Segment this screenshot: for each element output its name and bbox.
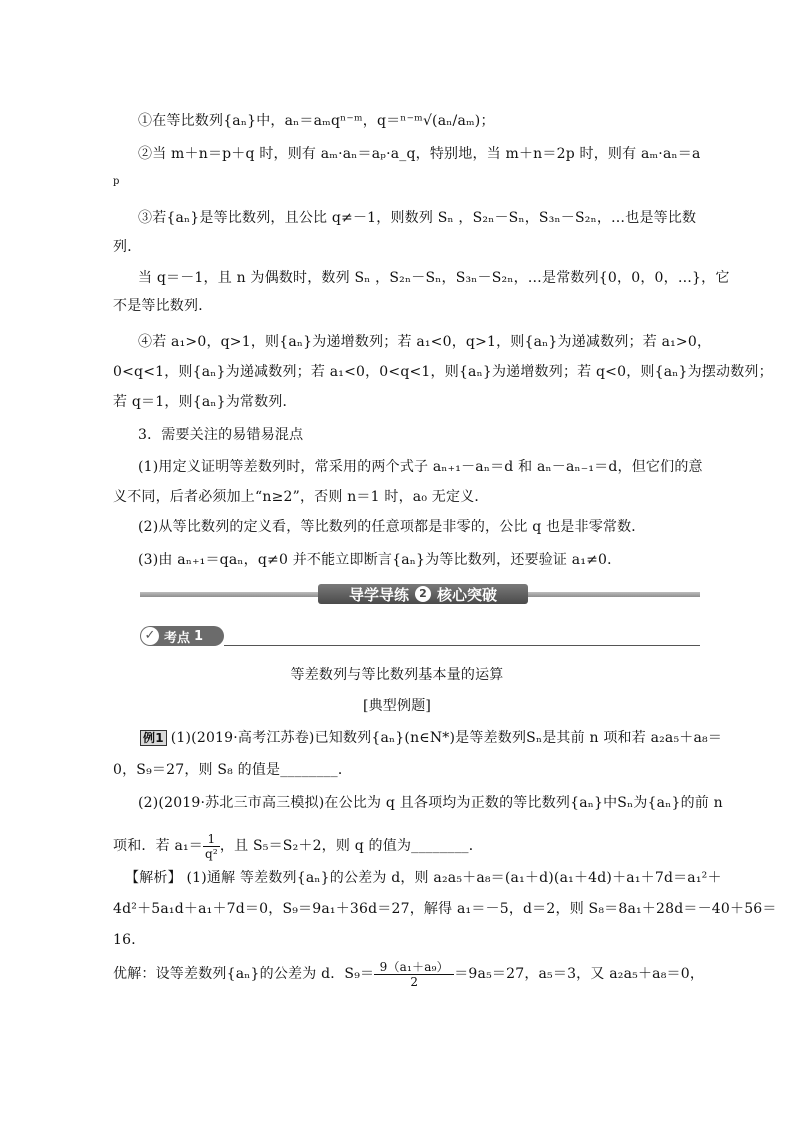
banner-right-text: 核心突破	[437, 585, 498, 604]
text-segment: 优解：设等差数列{aₙ}的公差为 d．S₉＝	[113, 966, 375, 982]
fraction-denominator: q²	[205, 846, 218, 861]
text-line: (1)用定义证明等差数列时，常采用的两个式子 aₙ₊₁－aₙ＝d 和 aₙ－aₙ₋₁＝d，但它们的意	[138, 459, 703, 475]
fraction-denominator: 2	[410, 974, 419, 989]
text-segment: ＝9a₅＝27，a₅＝3，又 a₂a₅＋a₈＝0，	[454, 966, 705, 982]
kaodian-underline	[224, 645, 700, 646]
text-line: ②当 m＋n＝p＋q 时，则有 aₘ·aₙ＝aₚ·a_q，特别地，当 m＋n＝2p 时，则有 aₘ·aₙ＝a	[138, 146, 701, 162]
text-line: 0<q<1，则{aₙ}为递减数列；若 a₁<0，0<q<1，则{aₙ}为递增数列；若 q<0，则{aₙ}为摆动数列；	[113, 364, 773, 380]
typical-example-heading: [典型例题]	[362, 698, 432, 714]
example-label: 例1	[140, 730, 167, 746]
banner-left-text: 导学导练	[348, 585, 409, 604]
text-line: 若 q＝1，则{aₙ}为常数列．	[113, 394, 297, 410]
fraction	[203, 832, 220, 861]
banner-ribbon	[318, 584, 528, 604]
fraction-numerator: 1	[203, 832, 220, 847]
solution-line: 【解析】 (1)通解 等差数列{aₙ}的公差为 d，则 a₂a₅＋a₈＝(a₁＋d)(a₁＋4d)＋a₁＋7d＝a₁²＋	[125, 870, 722, 886]
example-line	[140, 728, 722, 748]
example-text: (1)(2019·高考江苏卷)已知数列{aₙ}(n∈N*)是等差数列Sₙ是其前 n 项和若 a₂a₅＋a₈＝	[170, 730, 723, 746]
text-line: ①在等比数列{aₙ}中，aₙ＝aₘqⁿ⁻ᵐ，q＝ⁿ⁻ᵐ√(aₙ/aₘ)；	[138, 113, 495, 129]
checkmark-icon: ✓	[141, 627, 159, 645]
text-segment: 项和．若 a₁＝	[113, 838, 204, 854]
kaodian-header	[140, 626, 700, 648]
fraction	[374, 960, 454, 989]
text-line: 当 q＝－1，且 n 为偶数时，数列 Sₙ ，S₂ₙ－Sₙ，S₃ₙ－S₂ₙ，…是常数列{0，0，0，…}，它	[138, 270, 730, 286]
kaodian-number: 1	[194, 628, 204, 644]
banner-number-icon: 2	[415, 586, 431, 602]
text-line: 义不同，后者必须加上“n≥2”，否则 n＝1 时，a₀ 无定义．	[113, 489, 489, 505]
text-segment: ，且 S₅＝S₂＋2，则 q 的值为________．	[219, 838, 483, 854]
text-line: ④若 a₁>0，q>1，则{aₙ}为递增数列；若 a₁<0，q>1，则{aₙ}为递减数列；若 a₁>0，	[138, 334, 712, 350]
section-banner	[140, 584, 700, 604]
kaodian-badge	[140, 626, 224, 646]
text-line: 0，S₉＝27，则 S₈ 的值是________．	[113, 762, 353, 778]
text-line: ③若{aₙ}是等比数列，且公比 q≠－1，则数列 Sₙ ，S₂ₙ－Sₙ，S₃ₙ－S₂ₙ，…也是等比数	[138, 210, 697, 226]
text-line: (2)从等比数列的定义看，等比数列的任意项都是非零的，公比 q 也是非零常数．	[138, 519, 646, 535]
text-line: 4d²＋5a₁d＋a₁＋7d＝0，S₉＝9a₁＋36d＝27，解得 a₁＝－5，d＝2，则 S₈＝8a₁＋28d＝－40＋56＝	[113, 901, 777, 917]
text-line: 不是等比数列．	[113, 298, 213, 314]
section-heading: 3．需要关注的易错易混点	[138, 427, 304, 443]
text-line: (2)(2019·苏北三市高三模拟)在公比为 q 且各项均为正数的等比数列{aₙ}中Sₙ为{aₙ}的前 n	[138, 795, 723, 811]
text-line: (3)由 aₙ₊₁＝qaₙ，q≠0 并不能立即断言{aₙ}为等比数列，还要验证 a₁≠0．	[138, 552, 622, 568]
fraction-numerator: 9（a₁＋a₉）	[374, 960, 454, 975]
topic-title: 等差数列与等比数列基本量的运算	[290, 667, 504, 683]
text-line: 16．	[113, 932, 146, 948]
text-line-with-fraction	[113, 826, 483, 866]
text-line-with-fraction	[113, 952, 704, 996]
kaodian-label: 考点	[164, 630, 191, 646]
text-line-subscript: p	[113, 176, 120, 187]
text-line: 列．	[113, 239, 142, 255]
